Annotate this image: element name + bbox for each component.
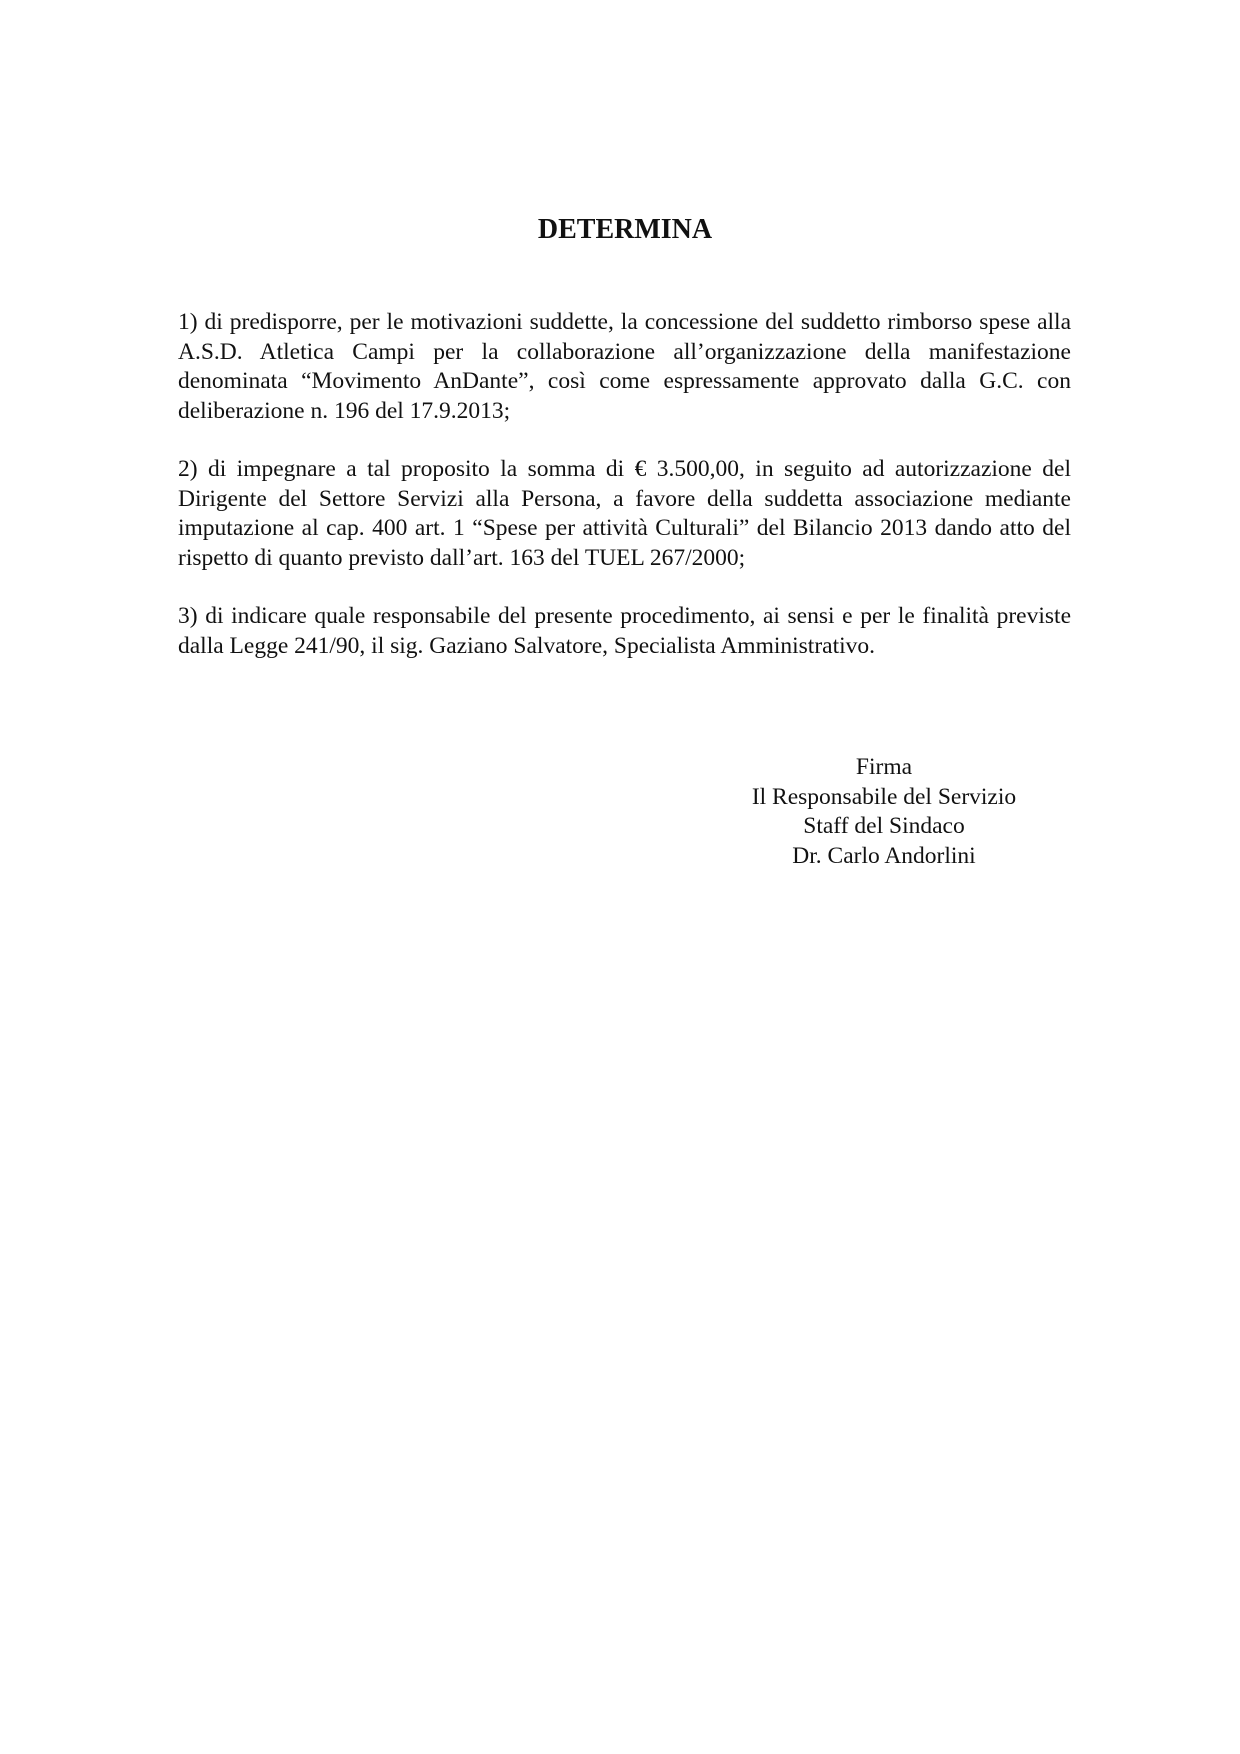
paragraph-3: 3) di indicare quale responsabile del presente procedimento, ai sensi e per le finalità previste dalla Legge 241/90, il sig. Gaziano Salvatore, Specialista Amministrativo. [178,603,1071,659]
document-title: DETERMINA [537,214,713,245]
paragraph-2: 2) di impegnare a tal proposito la somma di € 3.500,00, in seguito ad autorizzazione del Dirigente del Settore Servizi alla Persona, a favore della suddetta associazione mediante imputazione al cap. 400 art. 1 “Spese per attività Culturali” del Bilancio 2013 dando atto del rispetto di quanto previsto dall’art. 163 del TUEL 267/2000; [178,456,1071,572]
signature-label: Firma [855,754,913,780]
signature-role: Il Responsabile del Servizio [751,783,1017,810]
signature-name: Dr. Carlo Andorlini [792,842,976,869]
signature-block [714,753,1054,871]
signature-office: Staff del Sindaco [803,813,965,839]
paragraph-1: 1) di predisporre, per le motivazioni suddette, la concessione del suddetto rimborso spese alla A.S.D. Atletica Campi per la collaborazione all’organizzazione della manifestazione denominata “Movimento AnDante”, così come espressamente approvato dalla G.C. con deliberazione n. 196 del 17.9.2013; [178,309,1071,425]
